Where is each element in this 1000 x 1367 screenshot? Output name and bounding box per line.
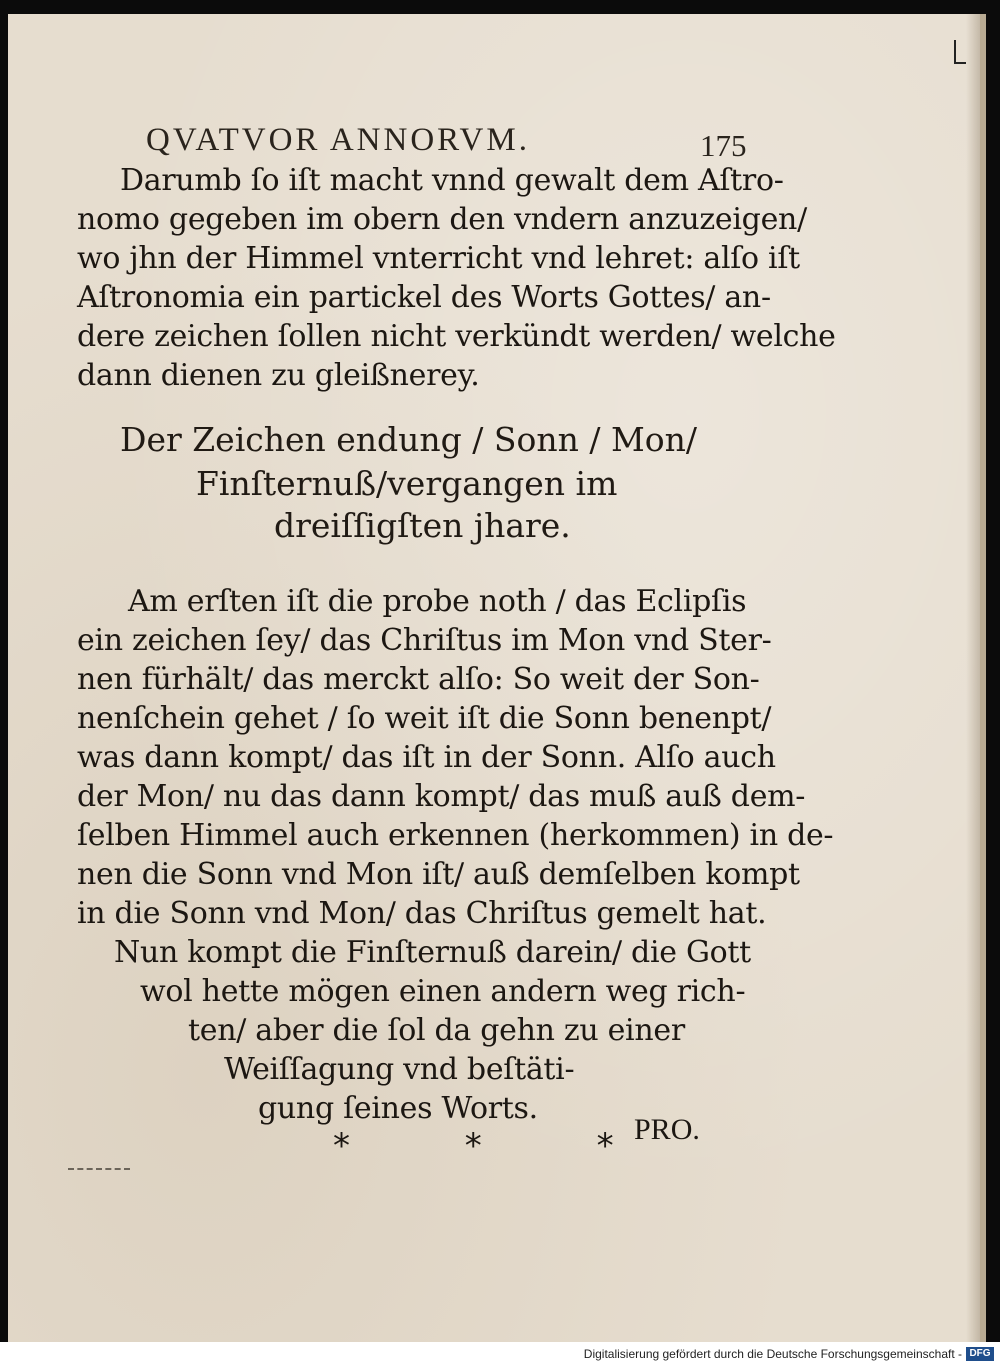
paragraph-1-line: nomo gegeben im obern den vndern anzuzeigen/ <box>77 202 807 237</box>
paragraph-2-line: Am erſten iſt die probe noth / das Eclipſis <box>128 584 747 619</box>
footer-bar <box>0 1342 1000 1367</box>
paragraph-1-line: Darumb ſo iſt macht vnnd gewalt dem Aſtro- <box>120 163 784 198</box>
pencil-mark <box>68 1168 130 1170</box>
page-edge-shadow <box>966 14 980 1342</box>
paragraph-1-line: wo jhn der Himmel vnterricht vnd lehret: alſo iſt <box>77 241 800 276</box>
paragraph-2-line: nen fürhält/ das merckt alſo: So weit der Son- <box>77 662 760 697</box>
funding-note: Digitalisierung gefördert durch die Deutsche Forschungsgemeinschaft - <box>583 1347 962 1361</box>
section-heading-line: Der Zeichen endung / Sonn / Mon/ <box>120 420 698 459</box>
paragraph-2-line: ten/ aber die ſol da gehn zu einer <box>188 1013 685 1048</box>
paragraph-1-line: Aſtronomia ein partickel des Worts Gottes/ an- <box>77 280 771 315</box>
paragraph-2-line: ſelben Himmel auch erkennen (herkommen) in de- <box>77 818 834 853</box>
corner-mark <box>954 40 966 64</box>
dfg-logo: DFG <box>966 1347 994 1361</box>
section-heading-line: dreiſſigſten jhare. <box>274 506 571 545</box>
paragraph-2-line: Nun kompt die Finſternuß darein/ die Gott <box>114 935 751 970</box>
paragraph-2-line: was dann kompt/ das iſt in der Sonn. Alſo auch <box>77 740 776 775</box>
paragraph-2-line: ein zeichen ſey/ das Chriſtus im Mon vnd Ster- <box>77 623 772 658</box>
paragraph-2-line: gung ſeines Worts. <box>258 1091 538 1126</box>
catchword: PRO. <box>634 1113 700 1146</box>
paragraph-2-line: nenſchein gehet / ſo weit iſt die Sonn benenpt/ <box>77 701 772 736</box>
paragraph-1-line: dann dienen zu gleißnerey. <box>77 358 480 393</box>
paragraph-1-line: dere zeichen ſollen nicht verkündt werden/ welche <box>77 319 836 354</box>
paragraph-2-line: wol hette mögen einen andern weg rich- <box>140 974 746 1009</box>
paragraph-2-line: nen die Sonn vnd Mon iſt/ auß demſelben kompt <box>77 857 800 892</box>
section-heading-line: Finſternuß/vergangen im <box>196 464 618 503</box>
asterisk-ornament: * * * <box>333 1126 666 1166</box>
paragraph-2-line: in die Sonn vnd Mon/ das Chriſtus gemelt hat. <box>77 896 767 931</box>
page-number: 175 <box>700 128 747 163</box>
running-head: QVATVOR ANNORVM. <box>146 122 530 158</box>
paragraph-2-line: Weiſſagung vnd beſtäti- <box>224 1052 575 1087</box>
paragraph-2-line: der Mon/ nu das dann kompt/ das muß auß dem- <box>77 779 806 814</box>
